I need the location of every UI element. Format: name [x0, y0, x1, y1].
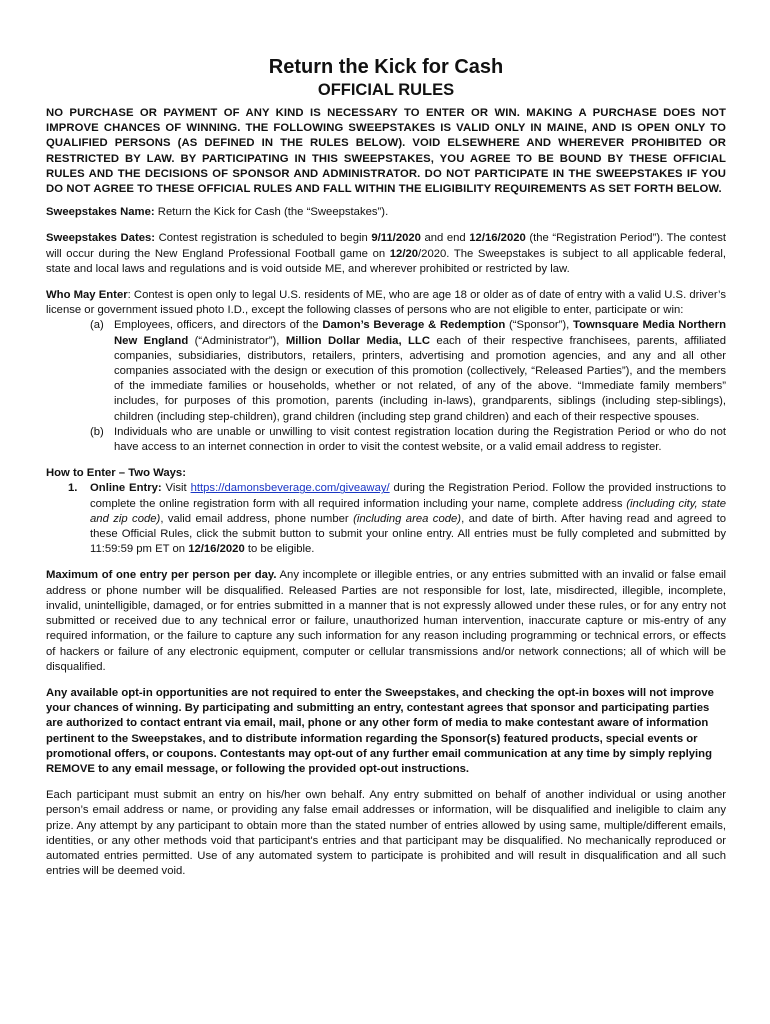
sweepstakes-name-text: Return the Kick for Cash (the “Sweepstakes”). [154, 206, 389, 219]
registration-start-date: 9/11/2020 [371, 232, 421, 245]
administrator-name: Townsquare Media Northern New England [114, 319, 727, 347]
entry-deadline-date: 12/16/2020 [188, 543, 245, 556]
list-item [46, 318, 726, 424]
intro-disclaimer: NO PURCHASE OR PAYMENT OF ANY KIND IS NECESSARY TO ENTER OR WIN. MAKING A PURCHASE DOES NOT IMPROVE CHANCES OF WINNING. THE FOLLOWING SWEEPSTAKES IS VALID ONLY IN MAINE, AND IS OPEN ONLY TO QUALIFIED PERSONS (AS DEFINED IN THE RULES BELOW). VOID ELSEWHERE AND WHEREVER PROHIBITED OR RESTRICTED BY LAW. BY PARTICIPATING IN THIS SWEEPSTAKES, YOU AGREE TO BE BOUND BY THESE OFFICIAL RULES AND THE DECISIONS OF SPONSOR AND ADMINISTRATOR. DO NOT PARTICIPATE IN THE SWEEPSTAKES IF YOU DO NOT AGREE TO THESE OFFICIAL RULES AND FALL WITHIN THE ELIGIBILITY REQUIREMENTS AS SET FORTH BELOW. [46, 107, 726, 196]
online-entry-part-3: , valid email address, phone number [160, 512, 354, 525]
exclusion-a-part-4: each of their respective franchisees, parents, affiliated companies, subsidiaries, distributors, retailers, printers, advertising and promotion agencies, and any and all other companies associated with the design or execution of this promotion (collectively, “Released Parties”), and the members of the immediate families or households, whether or not related, of any of the above. “Immediate family members” includes, for purposes of this promotion, parents (including in-laws), grandparents, siblings (including step-siblings), children (including step-children), grand children (including step grand children) and each of their respective spouses. [114, 334, 726, 423]
exclusion-a-part-2: (“Sponsor”), [505, 319, 574, 332]
online-entry-label: Online Entry: [90, 482, 162, 495]
address-note: (including city, state and zip code) [90, 497, 726, 525]
how-to-enter-heading-text: How to Enter – Two Ways: [46, 467, 186, 480]
sweepstakes-dates-section [46, 231, 726, 277]
who-may-enter-section [46, 288, 726, 318]
dates-text-4: /2020. The Sweepstakes is subject to all applicable federal, state and local laws and regulations and is void outside ME, and wherever prohibited or restricted by law. [46, 247, 726, 275]
entry-methods-list [46, 481, 726, 557]
max-entry-label: Maximum of one entry per person per day. [46, 569, 277, 582]
sweepstakes-name-label: Sweepstakes Name: [46, 206, 155, 219]
online-entry-part-1: Visit [161, 482, 191, 495]
who-may-enter-label: Who May Enter [46, 289, 128, 302]
how-to-enter-heading [46, 466, 726, 481]
dates-text-1: Contest registration is scheduled to begin [155, 232, 372, 245]
opt-in-section: Any available opt-in opportunities are not required to enter the Sweepstakes, and checking the opt-in boxes will not improve your chances of winning. By participating and submitting an entry, contestant agrees that sponsor and participating parties are authorized to contact entrant via email, mail, phone or any other form of media to make contestant aware of information pertinent to the Sweepstakes, and to distribute information regarding the Sponsor(s) featured products, special events or promotional offers, or coupons. Contestants may opt-out of any further email communication at any time by simply replying REMOVE to any email message, or following the provided opt-out instructions. [46, 686, 714, 775]
list-marker: (a) [90, 319, 104, 332]
online-entry-part-5: to be eligible. [244, 543, 315, 556]
phone-note: (including area code) [353, 512, 462, 525]
exclusion-a-part-1: Employees, officers, and directors of the [114, 319, 323, 332]
sweepstakes-name-section [46, 205, 726, 220]
max-entry-section [46, 568, 726, 674]
list-item [46, 425, 726, 455]
exclusion-a-text [114, 318, 726, 424]
list-item [46, 481, 726, 557]
game-date: 12/20 [389, 247, 419, 260]
max-entry-text: Any incomplete or illegible entries, or any entries submitted with an invalid or false email address or phone number will be disqualified. Released Parties are not responsible for lost, late, misdirected, illegible, incomplete, invalid, unintelligible, damaged, or for entries submitted in a manner that is not expressly allowed under these rules, or for any entry not submitted or received due to any technical error or failure, unauthorized human intervention, inaccurate capture or mis-entry of any required information, or the failure to capture any such information for any reason including programming or technical errors, or effects of hackers or failure of any electronic equipment, computer or cellular transmissions and/or network connections; all of which will be disqualified. [46, 569, 726, 673]
online-entry-text [90, 481, 726, 557]
sponsor-name: Damon’s Beverage & Redemption [322, 319, 506, 332]
page-subtitle: OFFICIAL RULES [317, 81, 455, 99]
list-marker: (b) [90, 425, 104, 438]
sweepstakes-dates-label: Sweepstakes Dates: [46, 232, 156, 245]
online-entry-part-4: , and date of birth. After having read and agreed to these Official Rules, click the submit button to submit your online entry. All entries must be fully completed and submitted by 11:59:59 pm ET on [90, 512, 726, 556]
exclusion-a-part-3: (“Administrator”), [188, 334, 286, 347]
who-may-enter-text: : Contest is open only to legal U.S. residents of ME, who are age 18 or older as of date of entry with a valid U.S. driver’s license or government issued photo I.D., except the following classes of persons who are not eligible to enter, participate or win: [46, 289, 726, 317]
page-title: Return the Kick for Cash [268, 56, 504, 78]
media-company-name: Million Dollar Media, LLC [285, 334, 430, 347]
dates-text-3: (the “Registration Period”). The contest will occur during the New England Professional Football game on [46, 232, 726, 260]
exclusion-b-text: Individuals who are unable or unwilling to visit contest registration location during the Registration Period or who do not have access to an internet connection in order to visit the contest website, or a valid email address to register. [114, 425, 726, 454]
list-marker: 1. [68, 482, 78, 495]
exclusion-list [46, 318, 726, 455]
dates-text-2: and end [420, 232, 470, 245]
online-entry-part-2: during the Registration Period. Follow the provided instructions to complete the online registration form with all required information including your name, complete address [90, 482, 726, 510]
giveaway-link[interactable]: https://damonsbeverage.com/giveaway/ [190, 482, 390, 495]
registration-end-date: 12/16/2020 [469, 232, 526, 245]
individual-entry-section: Each participant must submit an entry on his/her own behalf. Any entry submitted on behalf of another individual or using another person’s email address or name, or providing any false email addresses or information, will be disqualified and ineligible to claim any prize. Any attempt by any participant to obtain more than the stated number of entries allowed by using same, multiple/different emails, identities, or any other methods void that participant's entries and that participant may be disqualified. No mechanically reproduced or automated entries permitted. Use of any automated system to participate is prohibited and will result in disqualification and all such entries will be deemed void. [46, 789, 726, 878]
